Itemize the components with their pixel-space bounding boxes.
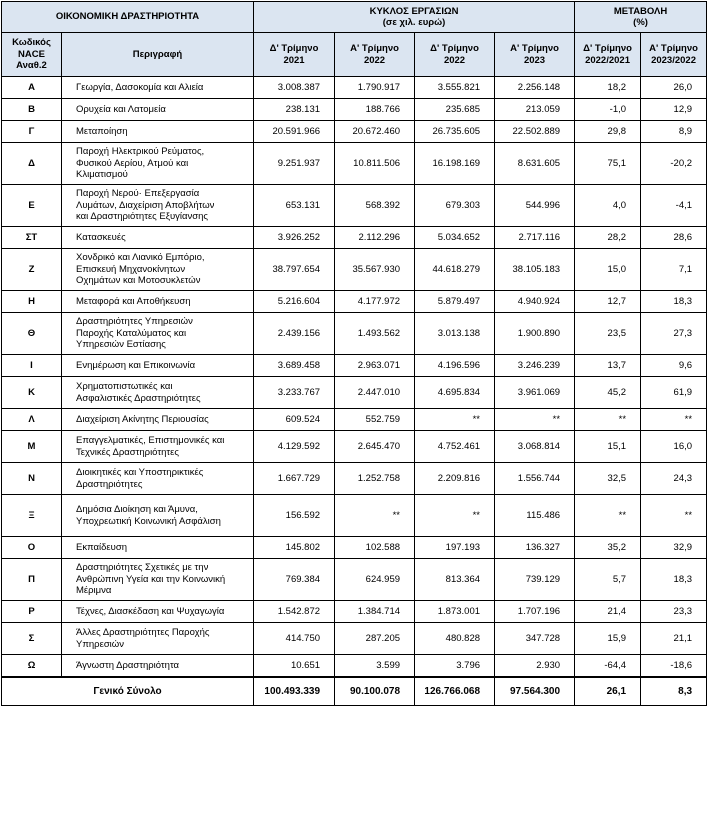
table-row	[2, 121, 707, 143]
activity-description	[62, 77, 254, 99]
turnover-value: 347.728	[495, 623, 575, 655]
change-value: 21,1	[641, 623, 707, 655]
turnover-value: 9.251.937	[254, 143, 335, 185]
turnover-value: 188.766	[335, 99, 415, 121]
change-value: 5,7	[575, 559, 641, 601]
change-value: **	[575, 409, 641, 431]
turnover-value: 22.502.889	[495, 121, 575, 143]
turnover-value: 653.131	[254, 185, 335, 227]
nace-code: Ι	[2, 355, 62, 377]
total-change-value: 8,3	[641, 677, 707, 706]
col-q1-2023-quarter: Α' Τρίμηνο	[510, 43, 559, 54]
change-value: -18,6	[641, 655, 707, 677]
turnover-value: 1.493.562	[335, 313, 415, 355]
change-header	[575, 2, 707, 33]
turnover-value: 4.940.924	[495, 291, 575, 313]
col-change-q1-quarter: Α' Τρίμηνο	[649, 43, 698, 54]
turnover-value: 769.384	[254, 559, 335, 601]
turnover-value: 3.008.387	[254, 77, 335, 99]
turnover-value: 2.645.470	[335, 431, 415, 463]
turnover-value: 136.327	[495, 537, 575, 559]
nace-code: Α	[2, 77, 62, 99]
turnover-value: 3.233.767	[254, 377, 335, 409]
turnover-value: 238.131	[254, 99, 335, 121]
change-value: 18,2	[575, 77, 641, 99]
description-line: Μέριμνα	[76, 585, 112, 597]
description-line: Ασφαλιστικές Δραστηριότητες	[76, 392, 201, 404]
turnover-value: 3.689.458	[254, 355, 335, 377]
nace-code: Β	[2, 99, 62, 121]
change-value: 24,3	[641, 463, 707, 495]
change-value: 16,0	[641, 431, 707, 463]
turnover-header-unit: (σε χιλ. ευρώ)	[382, 17, 446, 28]
change-value: -1,0	[575, 99, 641, 121]
turnover-value: 10.651	[254, 655, 335, 677]
turnover-value: 38.105.183	[495, 249, 575, 291]
activity-description	[62, 227, 254, 249]
turnover-value: 480.828	[415, 623, 495, 655]
description-line: Κλιματισμού	[76, 169, 128, 181]
turnover-value: 2.112.296	[335, 227, 415, 249]
turnover-value: 739.129	[495, 559, 575, 601]
change-value: 23,5	[575, 313, 641, 355]
activity-description	[62, 143, 254, 185]
change-value: 15,9	[575, 623, 641, 655]
table-row	[2, 143, 707, 185]
col-q1-2022-quarter: Α' Τρίμηνο	[350, 43, 399, 54]
nace-code: Η	[2, 291, 62, 313]
turnover-value: 35.567.930	[335, 249, 415, 291]
turnover-table	[1, 1, 707, 706]
turnover-value: **	[415, 495, 495, 537]
col-q1-2022-year: 2022	[363, 54, 386, 66]
turnover-value: 38.797.654	[254, 249, 335, 291]
description-line: Λυμάτων, Διαχείριση Αποβλήτων	[76, 199, 215, 211]
change-value: -64,4	[575, 655, 641, 677]
change-value: 35,2	[575, 537, 641, 559]
description-line: Μεταφορά και Αποθήκευση	[76, 295, 191, 307]
nace-code-label-3: Αναθ.2	[16, 60, 47, 72]
activity-description	[62, 377, 254, 409]
description-line: Υπηρεσιών	[76, 638, 124, 650]
total-turnover-value: 126.766.068	[415, 677, 495, 706]
nace-code: Ο	[2, 537, 62, 559]
nace-code: Σ	[2, 623, 62, 655]
turnover-header	[254, 2, 575, 33]
nace-code: Ξ	[2, 495, 62, 537]
total-turnover-value: 90.100.078	[335, 677, 415, 706]
table-row	[2, 355, 707, 377]
turnover-value: 679.303	[415, 185, 495, 227]
table-row	[2, 495, 707, 537]
table-row	[2, 249, 707, 291]
turnover-value: 1.873.001	[415, 601, 495, 623]
activity-description	[62, 249, 254, 291]
col-q4-2021-year: 2021	[283, 54, 305, 66]
change-value: **	[575, 495, 641, 537]
turnover-value: **	[335, 495, 415, 537]
change-value: 75,1	[575, 143, 641, 185]
turnover-value: 414.750	[254, 623, 335, 655]
description-line: Δραστηριότητες Σχετικές με την	[76, 562, 209, 574]
description-line: Ανθρώπινη Υγεία και την Κοινωνική	[76, 573, 226, 585]
table-row	[2, 559, 707, 601]
turnover-value: 8.631.605	[495, 143, 575, 185]
col-q4-2021-header	[254, 33, 335, 77]
col-q4-2021-quarter: Δ' Τρίμηνο	[269, 43, 319, 54]
activity-description	[62, 409, 254, 431]
table-row	[2, 227, 707, 249]
table-row	[2, 99, 707, 121]
change-header-unit: (%)	[633, 17, 648, 28]
change-value: 27,3	[641, 313, 707, 355]
nace-code: Π	[2, 559, 62, 601]
turnover-value: 568.392	[335, 185, 415, 227]
description-line: Δραστηριότητες	[76, 478, 143, 490]
description-line: Οχημάτων και Μοτοσυκλετών	[76, 275, 201, 287]
turnover-value: 26.735.605	[415, 121, 495, 143]
description-line: Μεταποίηση	[76, 125, 128, 137]
change-value: 45,2	[575, 377, 641, 409]
total-change-value: 26,1	[575, 677, 641, 706]
turnover-value: 4.695.834	[415, 377, 495, 409]
turnover-value: 1.900.890	[495, 313, 575, 355]
nace-code: Λ	[2, 409, 62, 431]
table-row	[2, 537, 707, 559]
turnover-value: 4.129.592	[254, 431, 335, 463]
turnover-value: 5.216.604	[254, 291, 335, 313]
nace-code: Ζ	[2, 249, 62, 291]
description-line: Δραστηριότητες Υπηρεσιών	[76, 316, 193, 328]
description-line: Άλλες Δραστηριότητες Παροχής	[76, 627, 210, 638]
turnover-value: 102.588	[335, 537, 415, 559]
change-header-title: ΜΕΤΑΒΟΛΗ	[613, 5, 668, 17]
table-row	[2, 431, 707, 463]
nace-code: Κ	[2, 377, 62, 409]
change-value: 21,4	[575, 601, 641, 623]
description-line: Υπηρεσιών Εστίασης	[76, 339, 166, 351]
nace-code: Θ	[2, 313, 62, 355]
turnover-value: 235.685	[415, 99, 495, 121]
col-q4-2022-quarter: Δ' Τρίμηνο	[430, 43, 479, 54]
nace-code: Μ	[2, 431, 62, 463]
change-value: 12,7	[575, 291, 641, 313]
turnover-value: 813.364	[415, 559, 495, 601]
activity-description	[62, 559, 254, 601]
turnover-value: 544.996	[495, 185, 575, 227]
change-value: 7,1	[641, 249, 707, 291]
change-value: 32,9	[641, 537, 707, 559]
table-row	[2, 623, 707, 655]
nace-code: Δ	[2, 143, 62, 185]
turnover-value: 2.717.116	[495, 227, 575, 249]
table-row	[2, 377, 707, 409]
activity-description	[62, 431, 254, 463]
description-line: Παροχή Ηλεκτρικού Ρεύματος,	[76, 146, 205, 158]
table-row	[2, 77, 707, 99]
description-line: και Δραστηριότητες Εξυγίανσης	[76, 211, 209, 223]
total-turnover-value: 100.493.339	[254, 677, 335, 706]
table-row	[2, 291, 707, 313]
turnover-value: 20.591.966	[254, 121, 335, 143]
col-change-q1-header	[641, 33, 707, 77]
turnover-value: 44.618.279	[415, 249, 495, 291]
activity-description	[62, 495, 254, 537]
change-value: 13,7	[575, 355, 641, 377]
turnover-value: 1.252.758	[335, 463, 415, 495]
turnover-value: 4.752.461	[415, 431, 495, 463]
turnover-value: 3.068.814	[495, 431, 575, 463]
turnover-value: 20.672.460	[335, 121, 415, 143]
description-line: Φυσικού Αερίου, Ατμού και	[76, 157, 189, 169]
turnover-value: 1.667.729	[254, 463, 335, 495]
description-line: Υποχρεωτική Κοινωνική Ασφάλιση	[76, 515, 221, 527]
description-line: Διοικητικές και Υποστηρικτικές	[76, 467, 204, 478]
activity-description	[62, 601, 254, 623]
turnover-value: **	[495, 409, 575, 431]
activity-description	[62, 99, 254, 121]
col-q1-2022-header	[335, 33, 415, 77]
description-line: Επισκευή Μηχανοκίνητων	[76, 263, 186, 275]
activity-description	[62, 121, 254, 143]
turnover-value: 2.963.071	[335, 355, 415, 377]
activity-description	[62, 655, 254, 677]
nace-code: Ν	[2, 463, 62, 495]
turnover-value: 5.034.652	[415, 227, 495, 249]
description-line: Εκπαίδευση	[76, 541, 127, 553]
change-value: 29,8	[575, 121, 641, 143]
nace-code: Γ	[2, 121, 62, 143]
turnover-value: 1.384.714	[335, 601, 415, 623]
total-row	[2, 677, 707, 706]
activity-description	[62, 537, 254, 559]
activity-description	[62, 623, 254, 655]
turnover-value: 4.196.596	[415, 355, 495, 377]
change-value: 18,3	[641, 291, 707, 313]
nace-code-label-1: Κωδικός	[12, 37, 51, 49]
turnover-value: 3.796	[415, 655, 495, 677]
turnover-value: 145.802	[254, 537, 335, 559]
change-value: 9,6	[641, 355, 707, 377]
turnover-value: 1.790.917	[335, 77, 415, 99]
turnover-value: 1.707.196	[495, 601, 575, 623]
col-q1-2023-year: 2023	[523, 54, 546, 66]
activity-description	[62, 313, 254, 355]
turnover-value: 213.059	[495, 99, 575, 121]
turnover-value: 2.930	[495, 655, 575, 677]
turnover-value: 10.811.506	[335, 143, 415, 185]
description-line: Παροχής Καταλύματος και	[76, 327, 187, 339]
change-value: -4,1	[641, 185, 707, 227]
activity-description	[62, 355, 254, 377]
turnover-value: **	[415, 409, 495, 431]
col-q1-2023-header	[495, 33, 575, 77]
description-line: Τεχνικές Δραστηριότητες	[76, 446, 179, 458]
change-value: 28,2	[575, 227, 641, 249]
turnover-value: 3.246.239	[495, 355, 575, 377]
change-value: 28,6	[641, 227, 707, 249]
col-change-q4-years: 2022/2021	[585, 54, 630, 66]
total-label: Γενικό Σύνολο	[2, 677, 254, 706]
nace-code-header	[2, 33, 62, 77]
turnover-value: 2.256.148	[495, 77, 575, 99]
change-value: -20,2	[641, 143, 707, 185]
change-value: **	[641, 409, 707, 431]
col-change-q1-years: 2023/2022	[651, 54, 696, 66]
turnover-value: 2.439.156	[254, 313, 335, 355]
description-line: Ορυχεία και Λατομεία	[76, 103, 166, 115]
description-line: Ενημέρωση και Επικοινωνία	[76, 359, 196, 371]
description-line: Κατασκευές	[76, 231, 126, 243]
table-row	[2, 313, 707, 355]
turnover-value: 5.879.497	[415, 291, 495, 313]
table-row	[2, 601, 707, 623]
table-row	[2, 409, 707, 431]
description-line: Άγνωστη Δραστηριότητα	[76, 659, 180, 671]
turnover-value: 3.926.252	[254, 227, 335, 249]
total-turnover-value: 97.564.300	[495, 677, 575, 706]
description-line: Διαχείριση Ακίνητης Περιουσίας	[76, 413, 209, 425]
table-row	[2, 655, 707, 677]
change-value: 32,5	[575, 463, 641, 495]
description-line: Χονδρικό και Λιανικό Εμπόριο,	[76, 252, 205, 264]
description-line: Δημόσια Διοίκηση και Άμυνα,	[76, 504, 198, 515]
turnover-value: 16.198.169	[415, 143, 495, 185]
turnover-value: 197.193	[415, 537, 495, 559]
activity-description	[62, 291, 254, 313]
activity-description	[62, 463, 254, 495]
turnover-value: 287.205	[335, 623, 415, 655]
description-line: Παροχή Νερού· Επεξεργασία	[76, 188, 200, 200]
turnover-value: 609.524	[254, 409, 335, 431]
description-header: Περιγραφή	[62, 33, 254, 77]
change-value: 18,3	[641, 559, 707, 601]
turnover-value: 4.177.972	[335, 291, 415, 313]
turnover-header-title: ΚΥΚΛΟΣ ΕΡΓΑΣΙΩΝ	[369, 5, 459, 17]
economic-activity-header: ΟΙΚΟΝΟΜΙΚΗ ΔΡΑΣΤΗΡΙΟΤΗΤΑ	[2, 2, 254, 33]
col-q4-2022-year: 2022	[443, 54, 466, 66]
turnover-value: 3.013.138	[415, 313, 495, 355]
description-line: Επαγγελματικές, Επιστημονικές και	[76, 435, 225, 446]
turnover-value: 3.555.821	[415, 77, 495, 99]
turnover-value: 3.599	[335, 655, 415, 677]
turnover-value: 3.961.069	[495, 377, 575, 409]
turnover-value: 1.556.744	[495, 463, 575, 495]
turnover-value: 2.447.010	[335, 377, 415, 409]
turnover-value: 115.486	[495, 495, 575, 537]
change-value: 15,1	[575, 431, 641, 463]
nace-code: Ε	[2, 185, 62, 227]
change-value: 12,9	[641, 99, 707, 121]
change-value: 4,0	[575, 185, 641, 227]
table-row	[2, 463, 707, 495]
turnover-value: 156.592	[254, 495, 335, 537]
change-value: 8,9	[641, 121, 707, 143]
change-value: 23,3	[641, 601, 707, 623]
change-value: 61,9	[641, 377, 707, 409]
col-change-q4-header	[575, 33, 641, 77]
turnover-value: 2.209.816	[415, 463, 495, 495]
turnover-value: 1.542.872	[254, 601, 335, 623]
description-line: Τέχνες, Διασκέδαση και Ψυχαγωγία	[76, 605, 225, 617]
change-value: 15,0	[575, 249, 641, 291]
nace-code-label-2: NACE	[18, 48, 45, 60]
change-value: **	[641, 495, 707, 537]
nace-code: ΣΤ	[2, 227, 62, 249]
change-value: 26,0	[641, 77, 707, 99]
col-q4-2022-header	[415, 33, 495, 77]
nace-code: Ω	[2, 655, 62, 677]
col-change-q4-quarter: Δ' Τρίμηνο	[583, 43, 632, 54]
turnover-value: 552.759	[335, 409, 415, 431]
description-line: Χρηματοπιστωτικές και	[76, 381, 173, 392]
activity-description	[62, 185, 254, 227]
table-row	[2, 185, 707, 227]
description-line: Γεωργία, Δασοκομία και Αλιεία	[76, 81, 204, 93]
turnover-value: 624.959	[335, 559, 415, 601]
nace-code: Ρ	[2, 601, 62, 623]
